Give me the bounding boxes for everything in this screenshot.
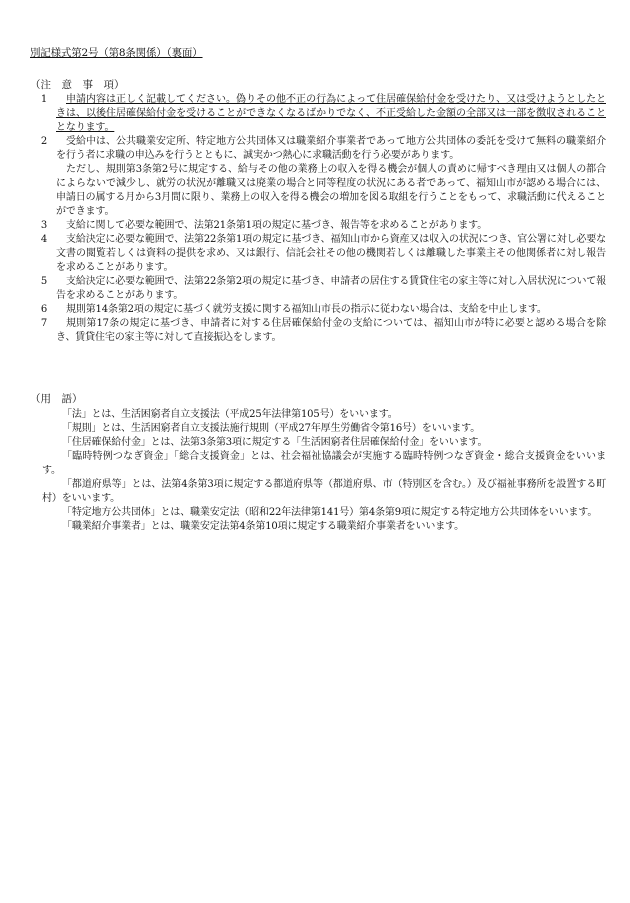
- term-definition: 「住居確保給付金」とは、法第3条第3項に規定する「生活困窮者住居確保給付金」をいいます。: [62, 437, 488, 448]
- notes-list: [30, 93, 606, 345]
- note-text: 支給決定に必要な範囲で、法第22条第1項の規定に基づき、福知山市から資産又は収入の状況につき、官公署に対し必要な文書の閲覧若しくは資料の提供を求め、又は銀行、信託会社その他の機関若しくは離職した事業主その他関係者に対し報告を求めることがあります。: [56, 234, 606, 273]
- note-item-2-continuation: [30, 163, 606, 219]
- note-item-1: [30, 93, 606, 135]
- notes-heading: （注 意 事 項）: [30, 79, 125, 91]
- note-number: 4: [40, 234, 48, 245]
- note-item-6: [30, 303, 606, 317]
- note-item-2: [30, 135, 606, 163]
- note-number: 3: [40, 220, 48, 231]
- term-definition: 「規則」とは、生活困窮者自立支援法施行規則（平成27年厚生労働省令第16号）をいいます。: [62, 423, 481, 434]
- note-text: 規則第17条の規定に基づき、申請者に対する住居確保給付金の支給については、福知山市が特に必要と認める場合を除き、賃貸住宅の家主等に対して直接振込をします。: [56, 318, 606, 343]
- note-number: 5: [40, 276, 48, 287]
- note-text: 支給に関して必要な範囲で、法第21条第1項の規定に基づき、報告等を求めることがあります。: [66, 220, 488, 231]
- note-item-3: [30, 219, 606, 233]
- term-definition: 「臨時特例つなぎ資金」「総合支援資金」とは、社会福祉協議会が実施する臨時特例つなぎ資金・総合支援資金をいいます。: [42, 451, 606, 476]
- terms-heading: （用 語）: [30, 393, 83, 405]
- note-item-4: [30, 233, 606, 275]
- term-definition: 「法」とは、生活困窮者自立支援法（平成25年法律第105号）をいいます。: [62, 409, 398, 420]
- note-text: 受給中は、公共職業安定所、特定地方公共団体又は職業紹介事業者であって地方公共団体の委託を受けて無料の職業紹介を行う者に求職の申込みを行うとともに、誠実かつ熱心に求職活動を行う必要があります。: [56, 136, 606, 161]
- note-item-5: [30, 275, 606, 303]
- note-text: 規則第14条第2項の規定に基づく就労支援に関する福知山市長の指示に従わない場合は、支給を中止します。: [66, 304, 547, 315]
- terms-list: [30, 408, 606, 534]
- note-underlined-text: 申請内容は正しく記載してください。偽りその他不正の行為によって住居確保給付金を受けたり、又は受けようとしたときは、以後住居確保給付金を受けることができなくなるばかりでなく、不正受給した金額の全部又は一部を徴収されることとなります。: [56, 94, 606, 133]
- note-text: [56, 93, 606, 135]
- term-definition: 「特定地方公共団体」とは、職業安定法（昭和22年法律第141号）第4条第9項に規定する特定地方公共団体をいいます。: [62, 507, 598, 518]
- note-number: 6: [40, 304, 48, 315]
- note-continuation-text: ただし、規則第3条第2号に規定する、給与その他の業務上の収入を得る機会が個人の責めに帰すべき理由又は個人の都合によらないで減少し、就労の状況が離職又は廃業の場合と同等程度の状況にある者であって、福知山市が認める場合には、申請日の属する月から3月間に限り、業務上の収入を得る機会の増加を図る取組を行うことをもって、求職活動に代えることができます。: [56, 164, 606, 217]
- note-number: 1: [40, 94, 48, 105]
- form-title: 別記様式第2号（第8条関係）（裏面）: [30, 47, 203, 59]
- term-definition: 「職業紹介事業者」とは、職業安定法第4条第10項に規定する職業紹介事業者をいいます。: [62, 521, 464, 532]
- note-item-7: [30, 317, 606, 345]
- note-number: 2: [40, 136, 48, 147]
- note-number: 7: [40, 318, 48, 329]
- term-definition: 「都道府県等」とは、法第4条第3項に規定する都道府県等（都道府県、市（特別区を含む。）及び福祉事務所を設置する町村）をいいます。: [42, 479, 606, 504]
- note-text: 支給決定に必要な範囲で、法第22条第2項の規定に基づき、申請者の居住する賃貸住宅の家主等に対し入居状況について報告を求めることがあります。: [56, 276, 606, 301]
